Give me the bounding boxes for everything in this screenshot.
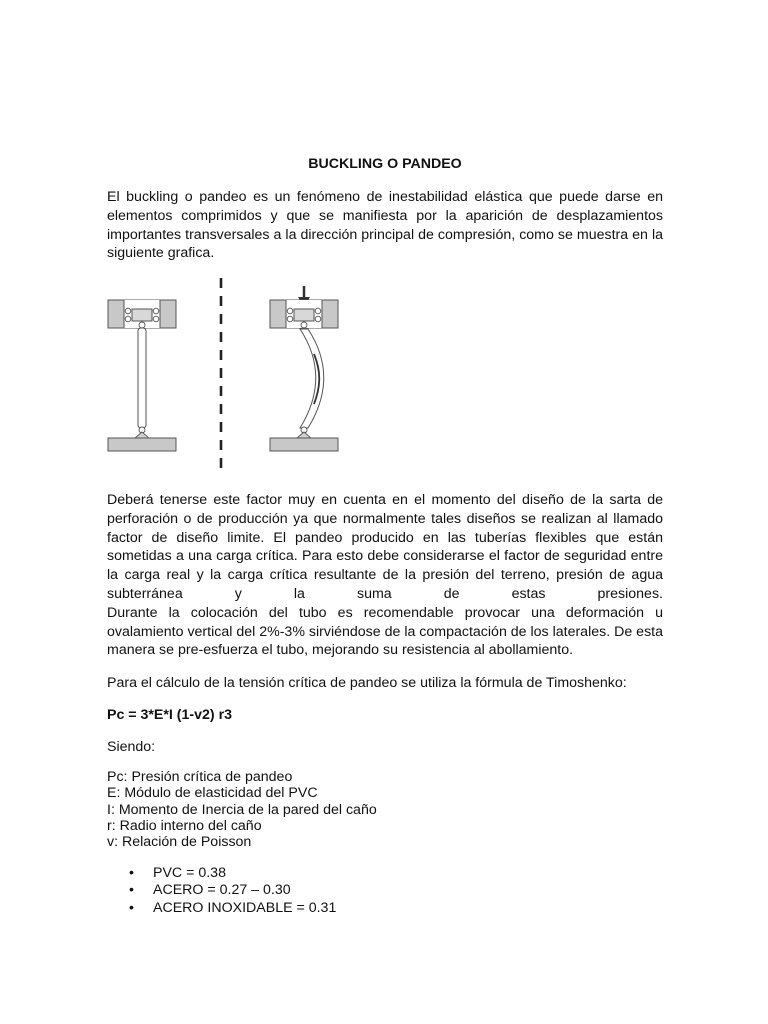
definition-item: r: Radio interno del caño	[107, 817, 262, 834]
document-title: BUCKLING O PANDEO	[308, 156, 462, 172]
intro-paragraph: El buckling o pandeo es un fenómeno de inestabilidad elástica que puede darse en elementos comprimidos y que se manifiesta por la aparición de desplazamientos importantes transversales a la dirección principal de compresión, como se muestra en la siguiente grafica.	[107, 189, 663, 262]
installation-paragraph: Durante la colocación del tubo es recomendable provocar una deformación u ovalamiento vertical del 2%-3% sirviéndose de la compactación de los laterales. De esta manera se pre-esfuerza el tubo, mejorando su resistencia al abollamiento.	[107, 604, 663, 659]
poisson-value-item: • ACERO = 0.27 – 0.30	[129, 882, 291, 899]
body-section	[107, 491, 663, 660]
definition-item: v: Relación de Poisson	[107, 834, 252, 851]
buckled-column-figure	[270, 286, 338, 451]
bullet-icon: •	[129, 899, 134, 916]
straight-column-figure	[108, 300, 176, 451]
poisson-values-list	[107, 865, 336, 917]
definition-item: I: Momento de Inercia de la pared del caño	[107, 801, 377, 818]
definitions-list	[107, 769, 377, 850]
poisson-value-item: • ACERO INOXIDABLE = 0.31	[129, 899, 337, 916]
siendo-label: Siendo:	[107, 739, 156, 755]
design-factor-paragraph: Deberá tenerse este factor muy en cuenta en el momento del diseño de la sarta de perforación o de producción ya que normalmente tales diseños se realizan al llamado factor de diseño limite. El pandeo producido en las tuberías flexibles que están sometidas a una carga crítica. Para esto debe considerarse el factor de seguridad entre la carga real y la carga crítica resultante de la presión del terreno, presión de agua subterránea y la suma de estas presiones.	[107, 492, 663, 602]
timoshenko-formula: Pc = 3*E*I (1-v2) r3	[107, 707, 232, 723]
bullet-icon: •	[129, 865, 134, 881]
definition-item: Pc: Presión crítica de pandeo	[107, 769, 293, 785]
bullet-icon: •	[129, 882, 134, 899]
formula-intro-text: Para el cálculo de la tensión crítica de pandeo se utiliza la fórmula de Timoshenko:	[107, 675, 627, 691]
definition-item: E: Módulo de elasticidad del PVC	[107, 785, 318, 802]
buckling-diagram	[107, 276, 347, 476]
poisson-value-item: • PVC = 0.38	[129, 865, 226, 881]
